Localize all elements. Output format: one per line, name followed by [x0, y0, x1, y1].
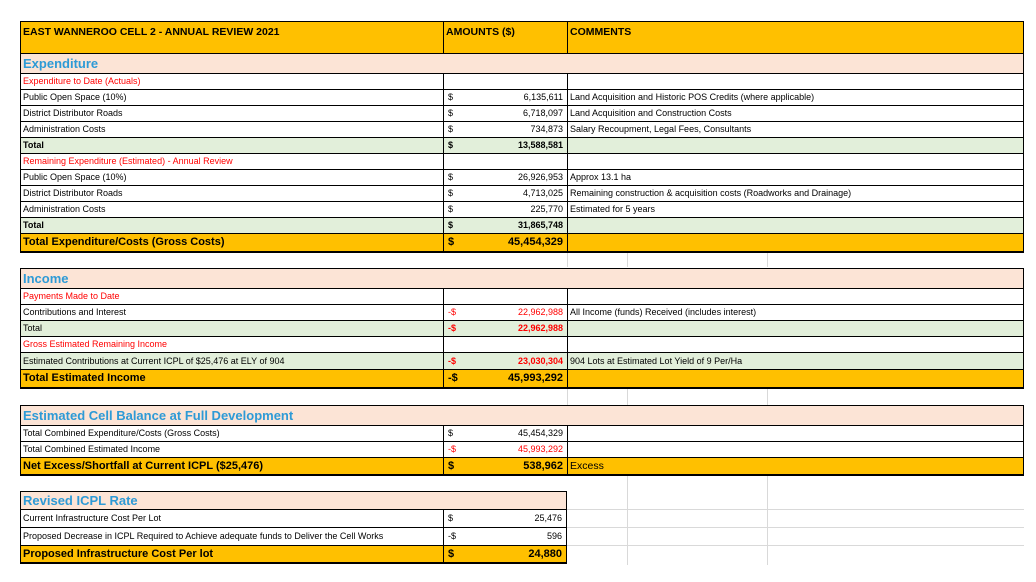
table-row: Public Open Space (10%) $ 26,926,953 Approx 13.1 ha [20, 170, 1024, 186]
sheet-title: EAST WANNEROO CELL 2 - ANNUAL REVIEW 2021 [20, 21, 443, 54]
table-row: Current Infrastructure Cost Per Lot $ 25,476 [20, 510, 567, 528]
table-row: Total Combined Estimated Income -$ 45,993,292 [20, 442, 1024, 458]
expenditure-grand-total-row: Total Expenditure/Costs (Gross Costs) $ 45,454,329 [20, 234, 1024, 253]
table-row: Contributions and Interest -$ 22,962,988 All Income (funds) Received (includes interest) [20, 305, 1024, 321]
header-row [20, 21, 1024, 54]
table-row: Public Open Space (10%) $ 6,135,611 Land Acquisition and Historic POS Credits (where applicable) [20, 90, 1024, 106]
table-row: Total Combined Expenditure/Costs (Gross Costs) $ 45,454,329 [20, 426, 1024, 442]
balance-section-title: Estimated Cell Balance at Full Development [20, 405, 1024, 426]
icpl-proposed-row: Proposed Infrastructure Cost Per lot $ 24,880 [20, 546, 567, 564]
expenditure-todate-total-row: Total $ 13,588,581 [20, 138, 1024, 154]
amounts-header: AMOUNTS ($) [443, 21, 567, 54]
table-row: Administration Costs $ 225,770 Estimated for 5 years [20, 202, 1024, 218]
income-total-row: Total -$ 22,962,988 [20, 321, 1024, 337]
expenditure-remaining-total-row: Total $ 31,865,748 [20, 218, 1024, 234]
balance-net-row: Net Excess/Shortfall at Current ICPL ($25,476) $ 538,962 Excess [20, 458, 1024, 476]
table-row: Administration Costs $ 734,873 Salary Recoupment, Legal Fees, Consultants [20, 122, 1024, 138]
income-section-title: Income [20, 268, 1024, 289]
income-grand-total-row: Total Estimated Income -$ 45,993,292 [20, 370, 1024, 389]
expenditure-section-title: Expenditure [20, 54, 1024, 74]
table-row: District Distributor Roads $ 6,718,097 Land Acquisition and Construction Costs [20, 106, 1024, 122]
income-gross-label-row: Gross Estimated Remaining Income [20, 337, 1024, 353]
table-row: District Distributor Roads $ 4,713,025 Remaining construction & acquisition costs (Roadworks and Drainage) [20, 186, 1024, 202]
expenditure-remaining-label-row: Remaining Expenditure (Estimated) - Annual Review [20, 154, 1024, 170]
table-row: Estimated Contributions at Current ICPL of $25,476 at ELY of 904 -$ 23,030,304 904 Lots at Estimated Lot Yield of 9 Per/Ha [20, 353, 1024, 370]
icpl-section-title: Revised ICPL Rate [20, 491, 567, 510]
comments-header: COMMENTS [567, 21, 1024, 54]
table-row: Proposed Decrease in ICPL Required to Achieve adequate funds to Deliver the Cell Works -$ 596 [20, 528, 567, 546]
expenditure-todate-label-row: Expenditure to Date (Actuals) [20, 74, 1024, 90]
income-made-label-row: Payments Made to Date [20, 289, 1024, 305]
